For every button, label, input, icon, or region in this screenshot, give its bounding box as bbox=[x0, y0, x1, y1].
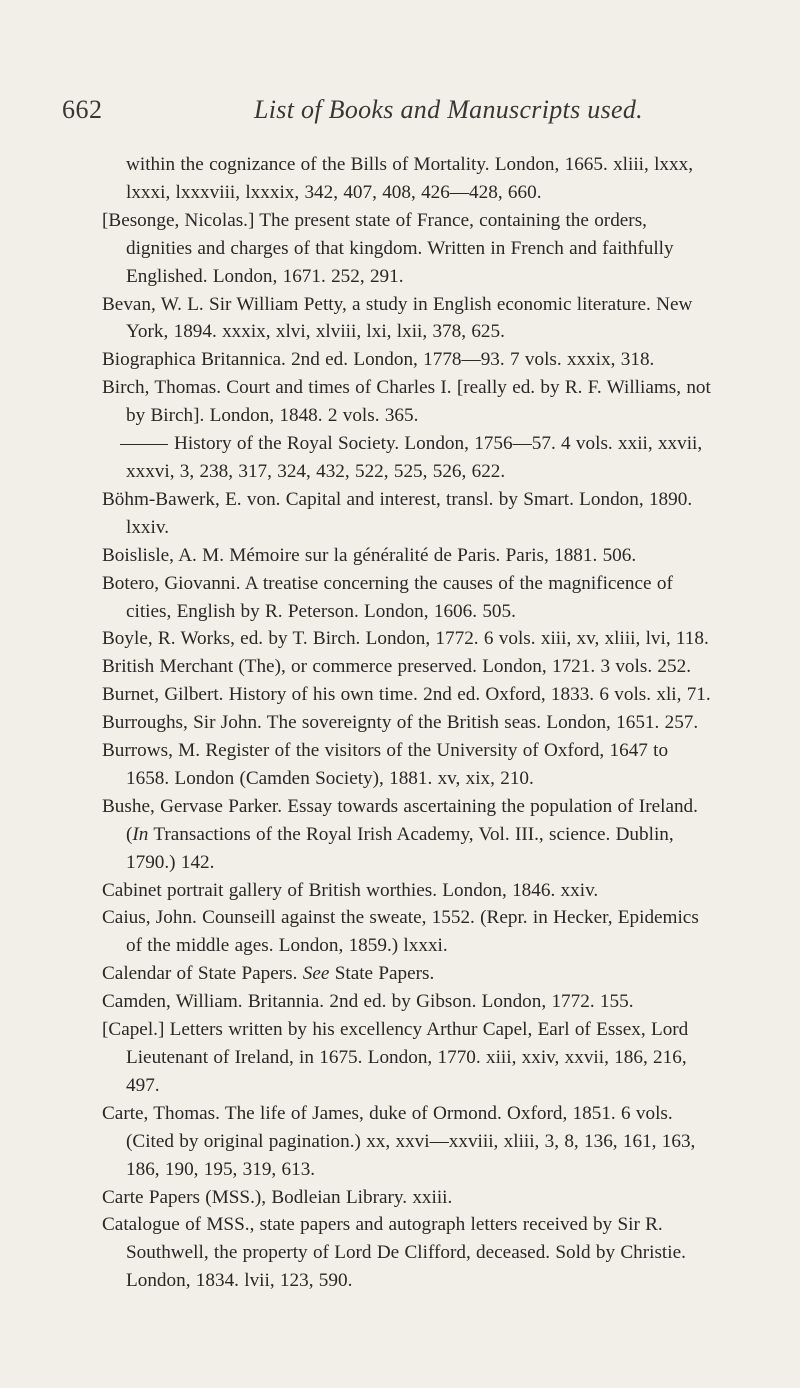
entry-text: Burroughs, Sir John. The sovereignty of the British seas. London, 1651. 257. bbox=[102, 712, 699, 734]
entry-text: Carte, Thomas. The life of James, duke of Ormond. Oxford, 1851. 6 vols. (Cited by original pagination.) xx, xxvi—xxviii, xliii, 3, 8, 136, 161, 163, 186, 190, 195, 319, 613. bbox=[102, 1102, 696, 1180]
bibliography-entry bbox=[102, 374, 714, 430]
bibliography-entry bbox=[102, 291, 714, 347]
entry-text: Camden, William. Britannia. 2nd ed. by Gibson. London, 1772. 155. bbox=[102, 991, 634, 1013]
entry-text: Boyle, R. Works, ed. by T. Birch. London, 1772. 6 vols. xiii, xv, xliii, lvi, 118. bbox=[102, 628, 709, 650]
entry-text: Caius, John. Counseill against the sweate, 1552. (Repr. in Hecker, Epidemics of the middle ages. London, 1859.) lxxxi. bbox=[102, 907, 699, 957]
entry-text: Calendar of State Papers. bbox=[102, 963, 303, 985]
running-title: List of Books and Manuscripts used. bbox=[254, 95, 643, 124]
entry-italic-text: In bbox=[132, 823, 149, 845]
entry-text: History of the Royal Society. London, 1756—57. 4 vols. xxii, xxvii, xxxvi, 3, 238, 317, 324, 432, 522, 525, 526, 622. bbox=[126, 433, 703, 482]
bibliography-entry bbox=[102, 486, 714, 542]
bibliography-list bbox=[102, 151, 714, 1295]
bibliography-entry bbox=[102, 570, 714, 626]
bibliography-entry bbox=[102, 346, 714, 374]
bibliography-entry bbox=[102, 1211, 714, 1295]
entry-text: Carte Papers (MSS.), Bodleian Library. xxiii. bbox=[102, 1186, 453, 1208]
entry-text: Böhm-Bawerk, E. von. Capital and interest, transl. by Smart. London, 1890. lxxiv. bbox=[102, 488, 693, 538]
page-number: 662 bbox=[62, 95, 103, 124]
entry-italic-text: See bbox=[302, 963, 330, 985]
entry-text: within the cognizance of the Bills of Mortality. London, 1665. xliii, lxxx, lxxxi, lxxxviii, lxxxix, 342, 407, 408, 426—428, 660. bbox=[126, 154, 694, 203]
bibliography-entry bbox=[102, 681, 714, 709]
bibliography-entry bbox=[102, 988, 714, 1016]
entry-text: Biographica Britannica. 2nd ed. London, 1778—93. 7 vols. xxxix, 318. bbox=[102, 349, 655, 371]
entry-text: [Besonge, Nicolas.] The present state of France, containing the orders, dignities and charges of that kingdom. Written in French and faithfully Englished. London, 1671. 252, 291. bbox=[102, 209, 674, 287]
bibliography-entry bbox=[102, 877, 714, 905]
entry-text: Catalogue of MSS., state papers and autograph letters received by Sir R. Southwell, the property of Lord De Clifford, deceased. Sold by Christie. London, 1834. lvii, 123, 590. bbox=[102, 1214, 686, 1292]
entry-text: Transactions of the Royal Irish Academy, Vol. III., science. Dublin, 1790.) 142. bbox=[126, 823, 674, 873]
bibliography-entry bbox=[102, 709, 714, 737]
entry-text: Burrows, M. Register of the visitors of the University of Oxford, 1647 to 1658. London (Camden Society), 1881. xv, xix, 210. bbox=[102, 740, 669, 789]
bibliography-entry bbox=[102, 904, 714, 960]
bibliography-entry bbox=[102, 1100, 714, 1184]
ditto-dash bbox=[120, 444, 168, 445]
entry-text: Birch, Thomas. Court and times of Charles I. [really ed. by R. F. Williams, not by Birch]. London, 1848. 2 vols. 365. bbox=[102, 377, 711, 427]
bibliography-entry bbox=[102, 653, 714, 681]
entry-text: Bevan, W. L. Sir William Petty, a study in English economic literature. New York, 1894. xxxix, xlvi, xlviii, lxi, lxii, 378, 625. bbox=[102, 293, 693, 343]
bibliography-entry bbox=[102, 737, 714, 793]
entry-text: British Merchant (The), or commerce preserved. London, 1721. 3 vols. 252. bbox=[102, 656, 692, 678]
entry-text: [Capel.] Letters written by his excellency Arthur Capel, Earl of Essex, Lord Lieutenant of Ireland, in 1675. London, 1770. xiii, xxiv, xxvii, 186, 216, 497. bbox=[102, 1019, 689, 1096]
bibliography-entry bbox=[102, 1184, 714, 1212]
bibliography-entry bbox=[102, 793, 714, 877]
bibliography-entry bbox=[102, 542, 714, 570]
bibliography-entry bbox=[102, 1016, 714, 1100]
entry-text: Burnet, Gilbert. History of his own time. 2nd ed. Oxford, 1833. 6 vols. xli, 71. bbox=[102, 684, 711, 706]
entry-text: Boislisle, A. M. Mémoire sur la généralité de Paris. Paris, 1881. 506. bbox=[102, 544, 637, 566]
bibliography-entry bbox=[102, 625, 714, 653]
bibliography-entry bbox=[102, 151, 714, 207]
bibliography-entry bbox=[102, 207, 714, 291]
entry-text: Bushe, Gervase Parker. Essay towards ascertaining the population of Ireland. ( bbox=[102, 795, 698, 845]
bibliography-entry-ditto bbox=[102, 430, 714, 486]
bibliography-entry bbox=[102, 960, 714, 988]
entry-text: Cabinet portrait gallery of British worthies. London, 1846. xxiv. bbox=[102, 879, 599, 901]
entry-text: Botero, Giovanni. A treatise concerning the causes of the magnificence of cities, English by R. Peterson. London, 1606. 505. bbox=[102, 572, 673, 622]
running-head bbox=[62, 95, 762, 135]
entry-text: State Papers. bbox=[329, 963, 435, 985]
